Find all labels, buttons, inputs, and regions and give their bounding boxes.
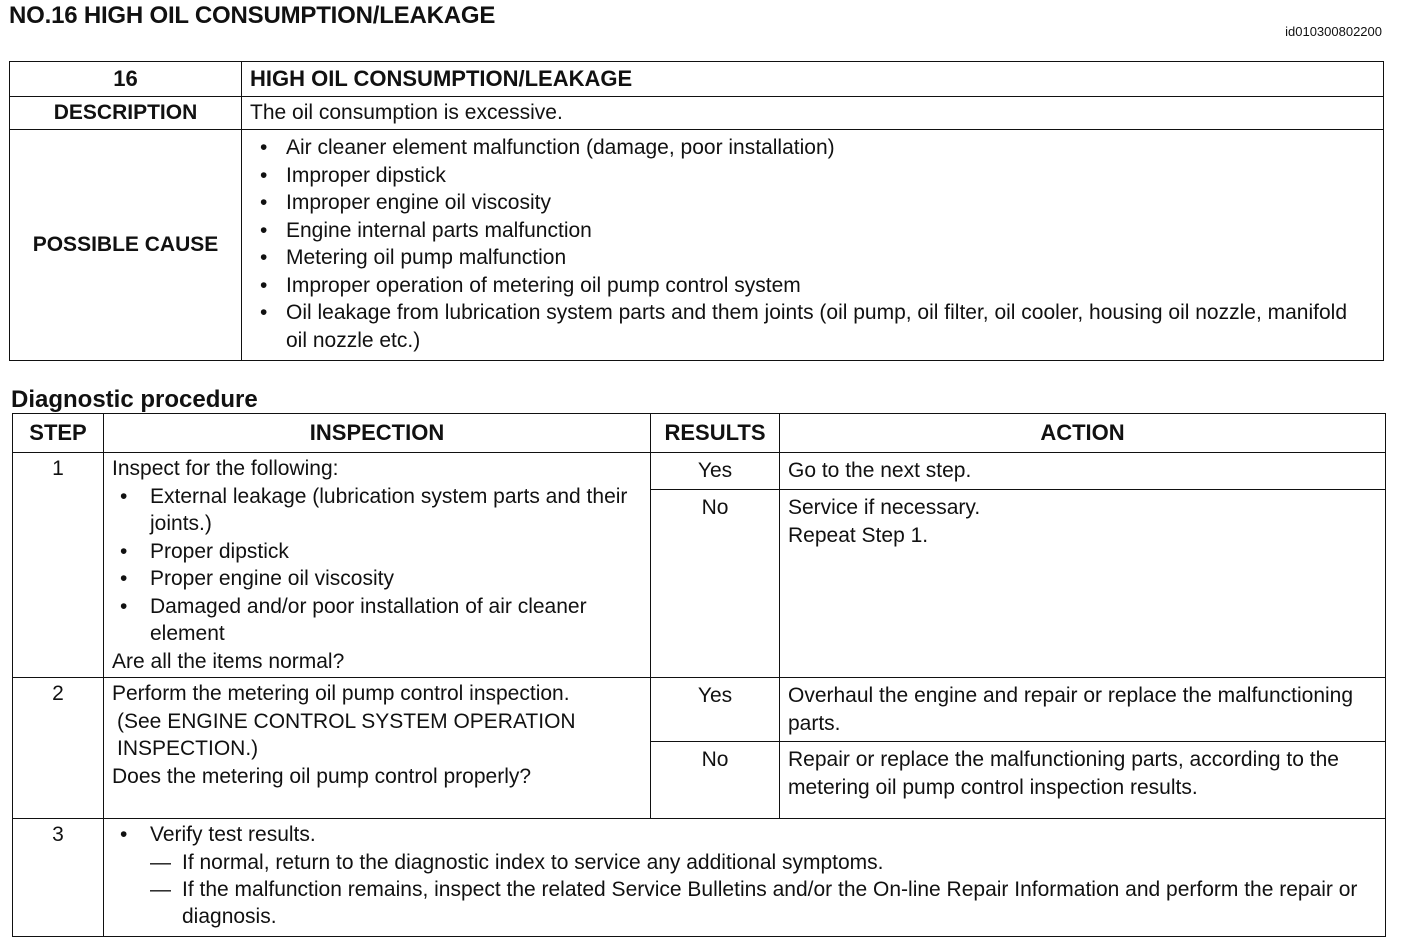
- possible-cause-list-cell: [242, 130, 1384, 361]
- action-yes: Overhaul the engine and repair or replace the malfunctioning parts.: [780, 678, 1386, 742]
- verify-item: • Verify test results.: [150, 821, 1377, 849]
- inspection-item: • External leakage (lubrication system parts and their joints.): [150, 483, 642, 538]
- summary-header-row: [10, 62, 1384, 97]
- cause-item: • Metering oil pump malfunction: [286, 244, 1373, 272]
- verify-list: [112, 821, 1377, 849]
- inspection-question: Are all the items normal?: [112, 649, 345, 673]
- action-line: Service if necessary.: [788, 496, 981, 520]
- description-label: DESCRIPTION: [10, 97, 242, 130]
- section-title: Diagnostic procedure: [11, 386, 258, 413]
- cause-item: • Oil leakage from lubrication system parts and them joints (oil pump, oil filter, oil cooler, housing oil nozzle, manifold oil nozzle etc.): [286, 299, 1373, 354]
- description-row: [10, 97, 1384, 130]
- inspection-list: [112, 483, 642, 648]
- step-3-inspection: [104, 819, 1386, 937]
- inspection-reference: (See ENGINE CONTROL SYSTEM OPERATION INSPECTION.): [117, 709, 576, 760]
- inspection-item: • Proper dipstick: [150, 538, 642, 566]
- inspection-text: Perform the metering oil pump control inspection.: [112, 682, 570, 705]
- step-2-yes-row: [13, 678, 1386, 742]
- step-number: 2: [13, 678, 104, 819]
- action-no: Repair or replace the malfunctioning parts, according to the metering oil pump control inspection results.: [780, 742, 1386, 819]
- description-text: The oil consumption is excessive.: [242, 97, 1384, 130]
- column-header-results: RESULTS: [651, 414, 780, 453]
- column-header-step: STEP: [13, 414, 104, 453]
- page-title: NO.16 HIGH OIL CONSUMPTION/LEAKAGE: [9, 2, 496, 29]
- result-no: No: [651, 742, 780, 819]
- inspection-item: • Proper engine oil viscosity: [150, 565, 642, 593]
- inspection-item: • Damaged and/or poor installation of air cleaner element: [150, 593, 642, 648]
- outcome-item: — If the malfunction remains, inspect the related Service Bulletins and/or the On-line Repair Information and perform the repair or diagnosis.: [182, 876, 1377, 930]
- possible-cause-row: [10, 130, 1384, 361]
- cause-item: • Engine internal parts malfunction: [286, 217, 1373, 245]
- result-no: No: [651, 490, 780, 678]
- possible-cause-label: POSSIBLE CAUSE: [10, 130, 242, 361]
- inspection-question: Does the metering oil pump control properly?: [112, 764, 532, 788]
- cause-item: • Improper dipstick: [286, 162, 1373, 190]
- document-id: id010300802200: [1285, 24, 1382, 39]
- outcome-list: [150, 849, 1377, 930]
- possible-cause-list: [256, 134, 1373, 354]
- action-yes: Go to the next step.: [780, 453, 1386, 490]
- cause-item: • Improper engine oil viscosity: [286, 189, 1373, 217]
- cause-item: • Air cleaner element malfunction (damage, poor installation): [286, 134, 1373, 162]
- column-header-inspection: INSPECTION: [104, 414, 651, 453]
- step-number: 1: [13, 453, 104, 678]
- inspection-intro: Inspect for the following:: [112, 457, 339, 480]
- step-1-yes-row: [13, 453, 1386, 490]
- symptom-number: 16: [10, 62, 242, 97]
- action-line: Repeat Step 1.: [788, 523, 929, 547]
- column-header-action: ACTION: [780, 414, 1386, 453]
- diagnostic-header-row: [13, 414, 1386, 453]
- result-yes: Yes: [651, 678, 780, 742]
- outcome-item: — If normal, return to the diagnostic index to service any additional symptoms.: [182, 849, 1377, 876]
- diagnostic-table: [12, 413, 1386, 937]
- step-number: 3: [13, 819, 104, 937]
- step-2-inspection: [104, 678, 651, 819]
- symptom-title: HIGH OIL CONSUMPTION/LEAKAGE: [242, 62, 1384, 97]
- step-3-row: [13, 819, 1386, 937]
- step-1-inspection: [104, 453, 651, 678]
- result-yes: Yes: [651, 453, 780, 490]
- cause-item: • Improper operation of metering oil pump control system: [286, 272, 1373, 300]
- action-no: [780, 490, 1386, 678]
- summary-table: [9, 61, 1384, 361]
